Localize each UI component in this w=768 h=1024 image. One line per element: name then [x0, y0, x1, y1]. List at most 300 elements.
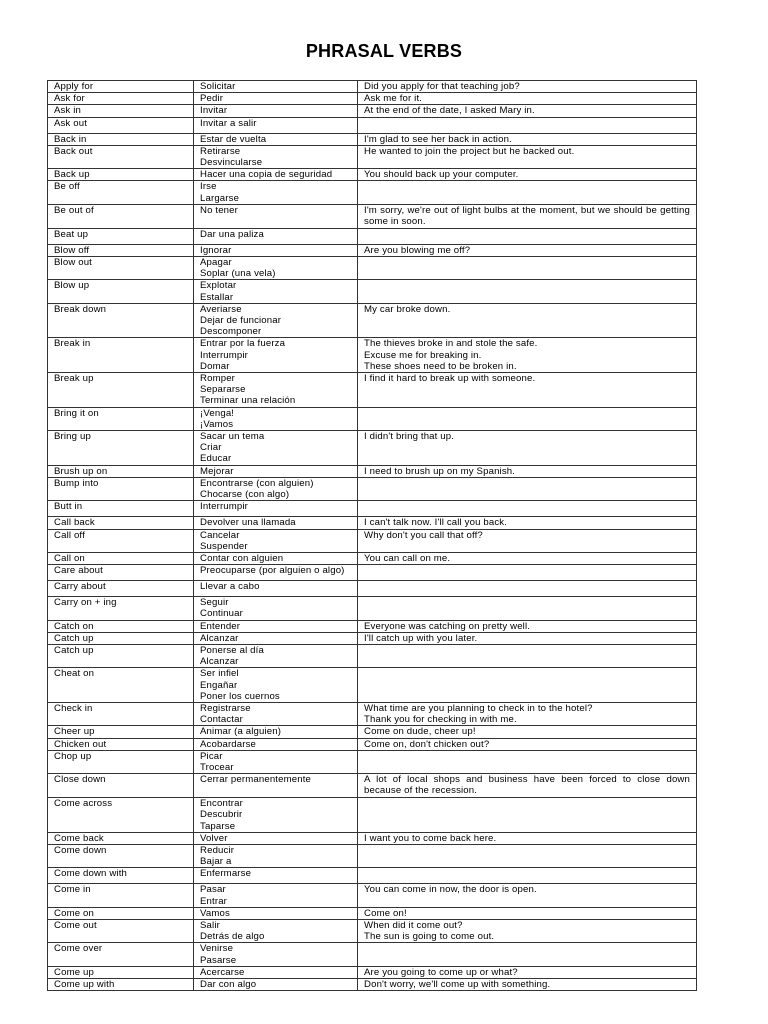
example-text: You can come in now, the door is open. — [364, 884, 537, 896]
example-cell — [358, 228, 697, 244]
example-cell — [358, 919, 697, 942]
verb-cell — [48, 517, 194, 529]
meaning-text: Picar — [200, 750, 223, 762]
verb-cell — [48, 966, 194, 978]
meaning-text: Invitar a salir — [200, 117, 257, 129]
meaning-text: Volver — [200, 832, 228, 844]
verb-text: Back in — [54, 133, 87, 145]
table-row — [48, 181, 697, 204]
example-cell — [358, 169, 697, 181]
meaning-text: Domar — [200, 360, 230, 372]
meaning-cell — [194, 93, 358, 105]
verb-cell — [48, 431, 194, 466]
example-cell — [358, 501, 697, 517]
verb-text: Blow up — [54, 280, 90, 292]
example-text: These shoes need to be broken in. — [364, 360, 517, 372]
verb-text: Blow out — [54, 257, 92, 269]
verb-cell — [48, 228, 194, 244]
meaning-cell — [194, 407, 358, 430]
meaning-cell — [194, 798, 358, 833]
verb-cell — [48, 581, 194, 597]
meaning-cell — [194, 204, 358, 228]
table-row — [48, 93, 697, 105]
meaning-cell — [194, 228, 358, 244]
example-text: I can't talk now. I'll call you back. — [364, 517, 508, 529]
page-title: PHRASAL VERBS — [305, 41, 463, 61]
verb-text: Come up — [54, 966, 94, 978]
example-text: A lot of local shops and business have been forced to close down because of the recession. — [364, 774, 690, 797]
meaning-text: Trocear — [200, 761, 234, 773]
example-text: Everyone was catching on pretty well. — [364, 620, 531, 632]
table-row — [48, 738, 697, 750]
phrasal-verbs-table — [47, 80, 697, 991]
table-row — [48, 517, 697, 529]
example-cell — [358, 93, 697, 105]
meaning-text: Interrumpir — [200, 501, 249, 513]
verb-cell — [48, 774, 194, 798]
table-row — [48, 204, 697, 228]
verb-cell — [48, 501, 194, 517]
example-cell — [358, 844, 697, 867]
example-cell — [358, 632, 697, 644]
table-row — [48, 257, 697, 280]
table-row — [48, 979, 697, 991]
verb-cell — [48, 620, 194, 632]
meaning-cell — [194, 919, 358, 942]
example-text: My car broke down. — [364, 303, 451, 315]
meaning-cell — [194, 517, 358, 529]
verb-text: Bring up — [54, 431, 91, 443]
meaning-text: Pasar — [200, 884, 226, 896]
meaning-text: Estar de vuelta — [200, 133, 267, 145]
example-text: I find it hard to break up with someone. — [364, 373, 536, 385]
table-row — [48, 832, 697, 844]
table-row — [48, 750, 697, 773]
meaning-cell — [194, 529, 358, 552]
verb-cell — [48, 244, 194, 256]
meaning-text: Solicitar — [200, 81, 236, 92]
example-cell — [358, 145, 697, 168]
meaning-cell — [194, 133, 358, 145]
example-text: The thieves broke in and stole the safe. — [364, 338, 538, 350]
verb-text: Apply for — [54, 81, 94, 92]
meaning-text: Invitar — [200, 105, 228, 117]
example-cell — [358, 668, 697, 703]
example-cell — [358, 907, 697, 919]
table-row — [48, 644, 697, 667]
table-row — [48, 373, 697, 408]
verb-cell — [48, 979, 194, 991]
example-cell — [358, 431, 697, 466]
meaning-text: Separarse — [200, 384, 246, 396]
verb-cell — [48, 884, 194, 907]
table-row — [48, 726, 697, 738]
verb-text: Cheer up — [54, 726, 95, 738]
table-row — [48, 81, 697, 93]
verb-text: Come up with — [54, 979, 115, 990]
meaning-text: Acercarse — [200, 966, 245, 978]
meaning-cell — [194, 117, 358, 133]
table-row — [48, 117, 697, 133]
meaning-cell — [194, 966, 358, 978]
table-row — [48, 943, 697, 966]
meaning-cell — [194, 979, 358, 991]
meaning-text: Encontrarse (con alguien) — [200, 477, 314, 489]
verb-text: Break down — [54, 303, 107, 315]
meaning-cell — [194, 668, 358, 703]
verb-text: Call back — [54, 517, 95, 529]
meaning-cell — [194, 774, 358, 798]
table-row — [48, 338, 697, 373]
verb-text: Ask for — [54, 93, 85, 105]
table-row — [48, 105, 697, 117]
meaning-text: Cerrar permanentemente — [200, 774, 312, 786]
example-cell — [358, 257, 697, 280]
meaning-text: Descubrir — [200, 809, 243, 821]
verb-cell — [48, 81, 194, 93]
meaning-cell — [194, 257, 358, 280]
verb-cell — [48, 943, 194, 966]
table-row — [48, 632, 697, 644]
meaning-text: Soplar (una vela) — [200, 268, 276, 280]
verb-cell — [48, 844, 194, 867]
meaning-cell — [194, 477, 358, 500]
example-cell — [358, 517, 697, 529]
verb-text: Care about — [54, 565, 103, 577]
verb-cell — [48, 868, 194, 884]
example-cell — [358, 529, 697, 552]
meaning-cell — [194, 702, 358, 725]
meaning-text: Seguir — [200, 597, 229, 609]
meaning-text: Ponerse al día — [200, 644, 264, 656]
table-row — [48, 844, 697, 867]
meaning-cell — [194, 431, 358, 466]
verb-text: Come on — [54, 907, 94, 919]
verb-cell — [48, 338, 194, 373]
verb-text: Chicken out — [54, 738, 107, 750]
table-body — [48, 81, 697, 991]
meaning-text: Romper — [200, 373, 236, 385]
meaning-text: Alcanzar — [200, 656, 239, 668]
example-text: Don't worry, we'll come up with something. — [364, 979, 551, 990]
example-cell — [358, 943, 697, 966]
table-row — [48, 501, 697, 517]
meaning-text: Venirse — [200, 943, 234, 955]
example-text: Come on, don't chicken out? — [364, 738, 490, 750]
meaning-text: Descomponer — [200, 326, 262, 338]
example-text: I didn't bring that up. — [364, 431, 455, 443]
table-row — [48, 552, 697, 564]
verb-cell — [48, 702, 194, 725]
meaning-text: Dar una paliza — [200, 228, 264, 240]
meaning-cell — [194, 726, 358, 738]
table-row — [48, 431, 697, 466]
verb-text: Catch up — [54, 632, 94, 644]
verb-cell — [48, 280, 194, 303]
table-row — [48, 668, 697, 703]
table-row — [48, 919, 697, 942]
example-cell — [358, 303, 697, 338]
verb-cell — [48, 552, 194, 564]
meaning-text: Dar con algo — [200, 979, 257, 990]
table-row — [48, 145, 697, 168]
meaning-cell — [194, 501, 358, 517]
verb-cell — [48, 738, 194, 750]
verb-text: Brush up on — [54, 465, 108, 477]
verb-cell — [48, 565, 194, 581]
meaning-text: ¡Vamos — [200, 418, 234, 430]
meaning-text: Estallar — [200, 291, 234, 303]
meaning-text: Ignorar — [200, 244, 232, 256]
verb-text: Beat up — [54, 228, 89, 240]
example-text: When did it come out? — [364, 919, 463, 931]
meaning-cell — [194, 750, 358, 773]
table-row — [48, 774, 697, 798]
verb-cell — [48, 750, 194, 773]
meaning-text: Entender — [200, 620, 241, 632]
verb-cell — [48, 798, 194, 833]
example-text: Why don't you call that off? — [364, 529, 483, 541]
meaning-text: Desvincularse — [200, 157, 263, 169]
table-row — [48, 169, 697, 181]
example-cell — [358, 81, 697, 93]
verb-text: Close down — [54, 774, 106, 786]
verb-cell — [48, 204, 194, 228]
example-cell — [358, 565, 697, 581]
meaning-cell — [194, 145, 358, 168]
meaning-cell — [194, 280, 358, 303]
example-cell — [358, 117, 697, 133]
verb-text: Be out of — [54, 204, 94, 216]
meaning-text: Chocarse (con algo) — [200, 489, 290, 501]
meaning-text: Enfermarse — [200, 868, 252, 880]
meaning-text: Encontrar — [200, 798, 243, 810]
table-row — [48, 303, 697, 338]
verb-cell — [48, 907, 194, 919]
meaning-cell — [194, 943, 358, 966]
meaning-text: Contactar — [200, 714, 243, 726]
verb-cell — [48, 133, 194, 145]
table-row — [48, 228, 697, 244]
meaning-cell — [194, 632, 358, 644]
verb-cell — [48, 117, 194, 133]
table-row — [48, 581, 697, 597]
meaning-cell — [194, 581, 358, 597]
meaning-text: Criar — [200, 442, 222, 454]
meaning-cell — [194, 373, 358, 408]
verb-text: Call on — [54, 552, 85, 564]
example-text: Come on! — [364, 907, 407, 919]
meaning-cell — [194, 644, 358, 667]
table-row — [48, 133, 697, 145]
example-cell — [358, 884, 697, 907]
verb-text: Butt in — [54, 501, 83, 513]
table-row — [48, 884, 697, 907]
verb-cell — [48, 668, 194, 703]
example-cell — [358, 750, 697, 773]
verb-text: Come down — [54, 844, 107, 856]
table-row — [48, 465, 697, 477]
meaning-text: Suspender — [200, 540, 248, 552]
table-row — [48, 477, 697, 500]
meaning-text: Retirarse — [200, 145, 241, 157]
meaning-text: Entrar por la fuerza — [200, 338, 286, 350]
verb-cell — [48, 257, 194, 280]
table-row — [48, 702, 697, 725]
verb-text: Carry about — [54, 581, 106, 593]
meaning-cell — [194, 884, 358, 907]
meaning-text: Reducir — [200, 844, 235, 856]
verb-cell — [48, 407, 194, 430]
example-cell — [358, 702, 697, 725]
example-cell — [358, 966, 697, 978]
example-cell — [358, 868, 697, 884]
example-cell — [358, 597, 697, 620]
meaning-text: Dejar de funcionar — [200, 315, 282, 327]
verb-text: Break up — [54, 373, 94, 385]
example-text: I need to brush up on my Spanish. — [364, 465, 516, 477]
meaning-text: Salir — [200, 919, 220, 931]
verb-text: Cheat on — [54, 668, 95, 680]
table-row — [48, 280, 697, 303]
meaning-text: No tener — [200, 204, 238, 216]
example-cell — [358, 726, 697, 738]
meaning-cell — [194, 303, 358, 338]
meaning-text: Engañar — [200, 679, 238, 691]
example-text: He wanted to join the project but he backed out. — [364, 145, 575, 157]
meaning-text: Cancelar — [200, 529, 240, 541]
meaning-text: Entrar — [200, 895, 228, 907]
meaning-cell — [194, 738, 358, 750]
meaning-text: Contar con alguien — [200, 552, 284, 564]
meaning-cell — [194, 181, 358, 204]
verb-text: Come back — [54, 832, 104, 844]
verb-text: Bring it on — [54, 407, 99, 419]
example-cell — [358, 477, 697, 500]
verb-cell — [48, 303, 194, 338]
meaning-cell — [194, 597, 358, 620]
example-cell — [358, 979, 697, 991]
example-cell — [358, 552, 697, 564]
table-row — [48, 529, 697, 552]
example-cell — [358, 204, 697, 228]
verb-cell — [48, 93, 194, 105]
verb-text: Check in — [54, 702, 93, 714]
example-text: You can call on me. — [364, 552, 451, 564]
meaning-text: Llevar a cabo — [200, 581, 260, 593]
meaning-text: Acobardarse — [200, 738, 257, 750]
meaning-cell — [194, 844, 358, 867]
example-text: Did you apply for that teaching job? — [364, 81, 520, 92]
example-text: Come on dude, cheer up! — [364, 726, 476, 738]
table-row — [48, 244, 697, 256]
meaning-text: Mejorar — [200, 465, 234, 477]
verb-text: Be off — [54, 181, 80, 193]
meaning-text: Pedir — [200, 93, 224, 105]
verb-cell — [48, 632, 194, 644]
verb-text: Chop up — [54, 750, 92, 762]
verb-cell — [48, 465, 194, 477]
example-text: At the end of the date, I asked Mary in. — [364, 105, 535, 117]
example-text: I'm sorry, we're out of light bulbs at the moment, but we should be getting some in soon. — [364, 204, 690, 228]
verb-cell — [48, 373, 194, 408]
meaning-cell — [194, 105, 358, 117]
example-text: Are you going to come up or what? — [364, 966, 518, 978]
meaning-text: Terminar una relación — [200, 395, 296, 407]
meaning-text: Averiarse — [200, 303, 242, 315]
meaning-text: Sacar un tema — [200, 431, 265, 443]
example-text: I'm glad to see her back in action. — [364, 133, 512, 145]
meaning-text: Poner los cuernos — [200, 690, 280, 702]
example-cell — [358, 774, 697, 798]
verb-text: Come across — [54, 798, 113, 810]
verb-cell — [48, 919, 194, 942]
table-row — [48, 407, 697, 430]
example-text: I want you to come back here. — [364, 832, 497, 844]
meaning-cell — [194, 465, 358, 477]
example-cell — [358, 244, 697, 256]
verb-cell — [48, 529, 194, 552]
example-text: Thank you for checking in with me. — [364, 714, 517, 726]
verb-text: Blow off — [54, 244, 90, 256]
example-cell — [358, 280, 697, 303]
meaning-cell — [194, 620, 358, 632]
verb-cell — [48, 477, 194, 500]
meaning-text: ¡Venga! — [200, 407, 235, 419]
example-cell — [358, 644, 697, 667]
verb-text: Back up — [54, 169, 90, 181]
example-text: What time are you planning to check in to the hotel? — [364, 702, 593, 714]
meaning-text: Alcanzar — [200, 632, 239, 644]
meaning-cell — [194, 832, 358, 844]
verb-text: Come in — [54, 884, 91, 896]
example-cell — [358, 133, 697, 145]
table-row — [48, 597, 697, 620]
verb-text: Come out — [54, 919, 97, 931]
table-row — [48, 565, 697, 581]
meaning-text: Largarse — [200, 192, 240, 204]
meaning-text: Vamos — [200, 907, 230, 919]
example-text: You should back up your computer. — [364, 169, 519, 181]
verb-cell — [48, 145, 194, 168]
verb-text: Break in — [54, 338, 91, 350]
verb-text: Catch on — [54, 620, 94, 632]
verb-cell — [48, 105, 194, 117]
example-cell — [358, 620, 697, 632]
meaning-text: Registrarse — [200, 702, 251, 714]
meaning-cell — [194, 907, 358, 919]
example-cell — [358, 581, 697, 597]
verb-text: Bump into — [54, 477, 99, 489]
verb-cell — [48, 832, 194, 844]
example-cell — [358, 181, 697, 204]
meaning-text: Hacer una copia de seguridad — [200, 169, 333, 181]
meaning-text: Apagar — [200, 257, 232, 269]
verb-text: Catch up — [54, 644, 94, 656]
meaning-text: Pasarse — [200, 954, 237, 966]
example-cell — [358, 738, 697, 750]
example-text: Excuse me for breaking in. — [364, 349, 482, 361]
example-text: Ask me for it. — [364, 93, 423, 105]
meaning-cell — [194, 868, 358, 884]
meaning-cell — [194, 169, 358, 181]
meaning-cell — [194, 244, 358, 256]
table-row — [48, 907, 697, 919]
verb-text: Come down with — [54, 868, 128, 880]
verb-cell — [48, 726, 194, 738]
table-row — [48, 620, 697, 632]
example-cell — [358, 832, 697, 844]
